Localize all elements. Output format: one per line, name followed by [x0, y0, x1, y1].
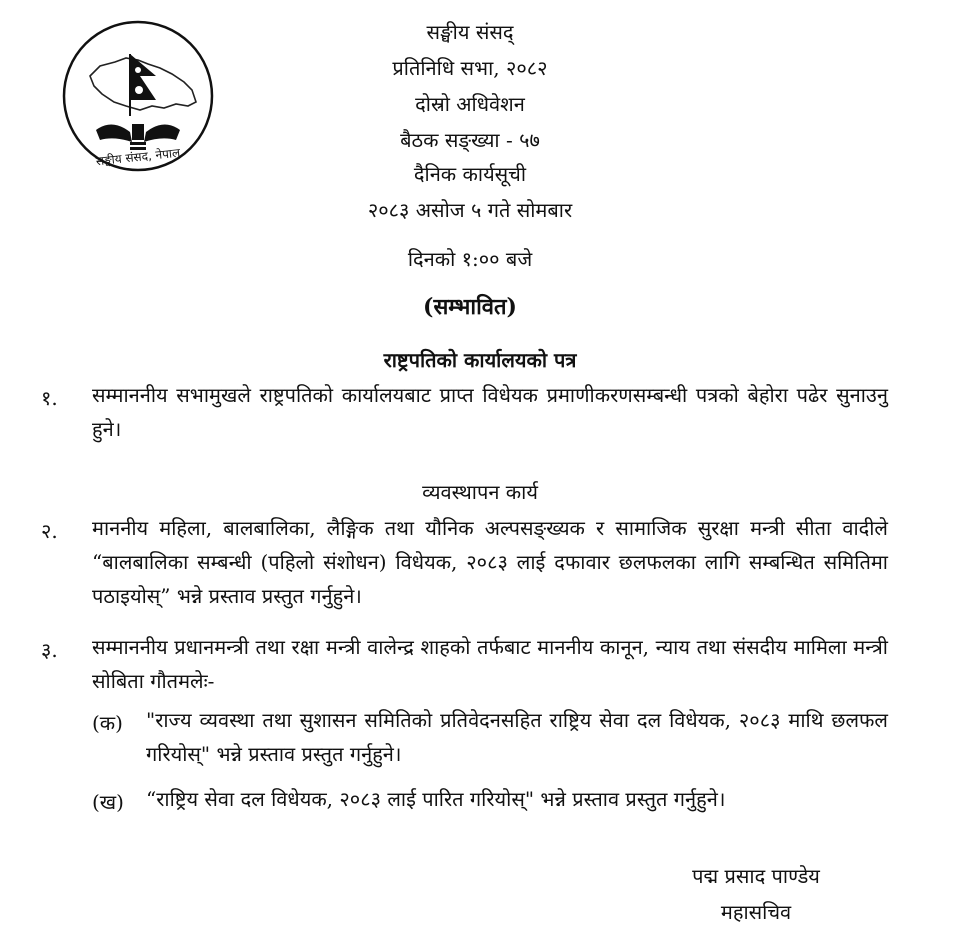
- section-heading-legislative: व्यवस्थापन कार्य: [422, 480, 538, 504]
- header-meeting-no: बैठक सङ्ख्या - ५७: [400, 128, 540, 152]
- header-status: (सम्भावित): [423, 294, 517, 320]
- header-time: दिनको १:०० बजे: [407, 247, 533, 271]
- subitem-label: (क): [92, 711, 123, 735]
- header-house: प्रतिनिधि सभा, २०८२: [392, 56, 548, 80]
- subitem-text: “राष्ट्रिय सेवा दल विधेयक, २०८३ लाई पारित गरियोस्" भन्ने प्रस्ताव प्रस्तुत गर्नुहुने।: [146, 787, 726, 811]
- section-heading-presidential-letter: राष्ट्रपतिको कार्यालयको पत्र: [383, 348, 577, 372]
- agenda-item-text: सम्माननीय सभामुखले राष्ट्रपतिको कार्यालयबाट प्राप्त विधेयक प्रमाणीकरणसम्बन्धी पत्रको बेहोरा पढेर सुनाउनु हुने।: [92, 383, 888, 441]
- header-session: दोस्रो अधिवेशन: [415, 92, 525, 116]
- header-agenda: दैनिक कार्यसूची: [413, 162, 527, 186]
- item-number: १.: [41, 386, 58, 410]
- subitem-text: "राज्य व्यवस्था तथा सुशासन समितिको प्रतिवेदनसहित राष्ट्रिय सेवा दल विधेयक, २०८३ माथि छलफल गरियोस्" भन्ने प्रस्ताव प्रस्तुत गर्नुहुने।: [146, 708, 888, 766]
- subitem-label: (ख): [92, 790, 124, 814]
- header-date: २०८३ असोज ५ गते सोमबार: [367, 198, 573, 222]
- signatory-title: महासचिव: [720, 900, 792, 924]
- emblem-caption: सङ्घीय संसद, नेपाल: [95, 145, 181, 169]
- parliament-emblem: [60, 18, 216, 174]
- item-number: ३.: [41, 638, 58, 662]
- header-title: सङ्घीय संसद्: [426, 20, 514, 44]
- agenda-item-text: सम्माननीय प्रधानमन्त्री तथा रक्षा मन्त्री वालेन्द्र शाहको तर्फबाट माननीय कानून, न्याय तथा संसदीय मामिला मन्त्री सोबिता गौतमलेः-: [92, 635, 888, 693]
- signatory-name: पद्म प्रसाद पाण्डेय: [692, 864, 820, 888]
- agenda-item-text: माननीय महिला, बालबालिका, लैङ्गिक तथा यौनिक अल्पसङ्ख्यक र सामाजिक सुरक्षा मन्त्री सीता वादीले “बालबालिका सम्बन्धी (पहिलो संशोधन) विधेयक, २०८३ लाई दफावार छलफलका लागि सम्बन्धित समितिमा पठाइयोस्” भन्ने प्रस्ताव प्रस्तुत गर्नुहुने।: [92, 516, 888, 608]
- item-number: २.: [41, 519, 58, 543]
